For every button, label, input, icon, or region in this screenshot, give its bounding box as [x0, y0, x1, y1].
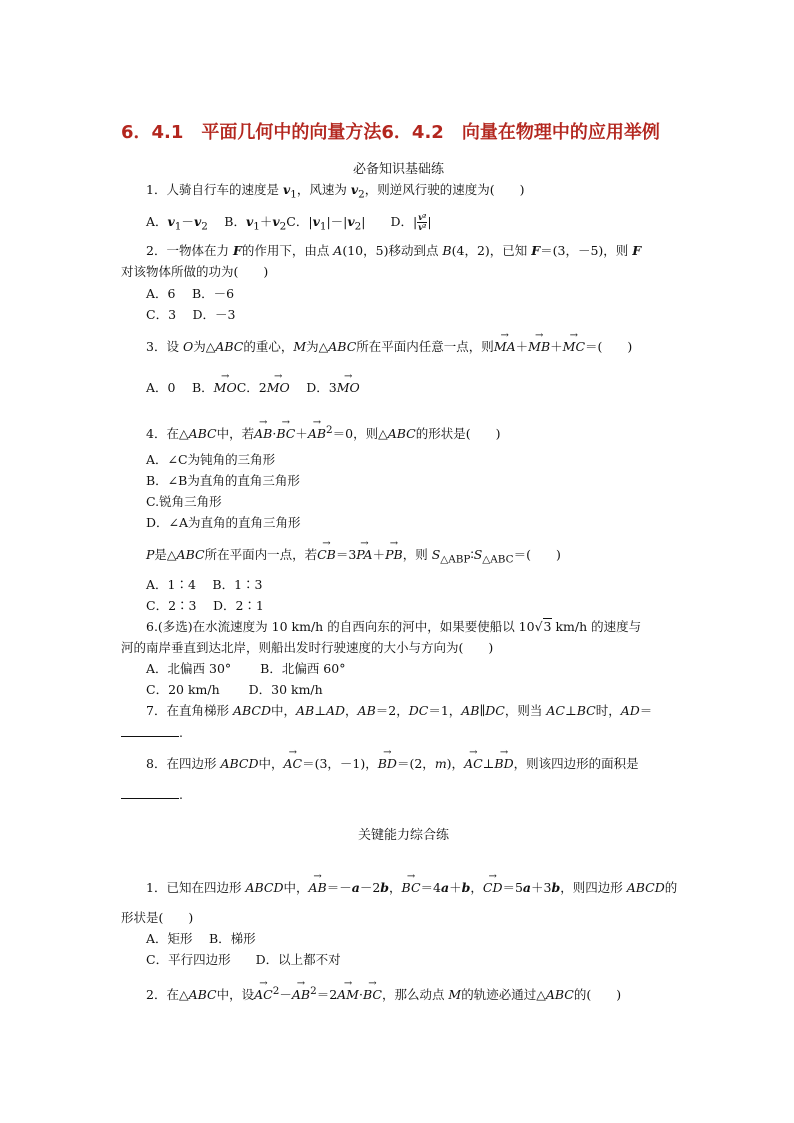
question-3-stem: 3．设 O为△ABC的重心，M为△ABC所在平面内任意一点，则→ MA＋→ MB＋→ MC＝( ) [146, 339, 632, 355]
question-1-stem: 1．人骑自行车的速度是 $v_1$，风速为 $v_2$，则逆风行驶的速度为( ) [146, 182, 525, 201]
question-5-stem: P是△ABC所在平面内一点，若→ CB＝3→ PA＋→ PB，则 $S_{\triangle ABP}∶S_{\triangle ABC}=$( ) [146, 547, 561, 568]
question-2-stem-line2: 对该物体所做的功为( ) [121, 264, 269, 279]
ability-question-1-options-ab: A．矩形 B．梯形 [146, 931, 256, 946]
question-2-stem-line1: 2．一物体在力 F的作用下，由点 A(10，5)移动到点 B(4，2)，已知 F＝(3，－5)，则 F [146, 243, 642, 258]
question-4-option-a: A．∠C为钝角的三角形 [146, 452, 276, 467]
section-heading-ability: 关键能力综合练 [358, 828, 450, 843]
page-title: 6．4.1 平面几何中的向量方法6．4.2 向量在物理中的应用举例 [121, 122, 660, 143]
question-2-options-ab: A．6 B．－6 [146, 286, 235, 301]
question-6-options-cd: C．20 km/h D．30 km/h [146, 682, 323, 697]
ability-question-1-stem-line1: 1．已知在四边形 ABCD中，→ AB＝－a－2b，→ BC＝4a＋b，→ CD＝5a＋3b，则四边形 ABCD的 [146, 880, 677, 896]
question-4-option-d: D．∠A为直角的直角三角形 [146, 515, 301, 530]
question-1-options: A．$v_1-v_2$ B．$v_1+v_2C$．$|v_1|-|v_2|$ D．| $\frac{\text{v²}}{\text{v²}}$ | [146, 212, 432, 233]
question-4-option-c: C.锐角三角形 [146, 494, 222, 509]
answer-blank[interactable] [121, 786, 179, 799]
question-7-answer-line: . [121, 724, 183, 741]
ability-question-1-stem-line2: 形状是( ) [121, 910, 194, 925]
question-7-stem: 7．在直角梯形 ABCD中，AB⊥AD，AB＝2，DC＝1，AB∥DC，则当 AC⊥BC时，AD＝ [146, 703, 653, 718]
question-3-options: A．0 B．→ MOC．2→ MO D．3→ MO [146, 380, 360, 396]
ability-question-2-stem: 2．在△ABC中，设→ $AC^2-\to AB^2=2\to AM\cdot\to$ BC，那么动点 M的轨迹必通过△ABC的( ) [146, 983, 621, 1003]
question-8-stem: 8．在四边形 ABCD中，→ AC＝(3，－1)，→ BD＝(2，m)，→ AC⊥→ BD，则该四边形的面积是 [146, 756, 639, 772]
question-2-options-cd: C．3 D．－3 [146, 307, 236, 322]
question-5-options-cd: C．2∶3 D．2∶1 [146, 598, 264, 613]
answer-blank[interactable] [121, 724, 179, 737]
ability-question-1-options-cd: C．平行四边形 D．以上都不对 [146, 952, 341, 967]
question-4-stem: 4．在△ABC中，若→ $AB\cdot\to BC+\to AB^2=0$，则△ABC的形状是( ) [146, 422, 501, 442]
question-6-stem-line2: 河的南岸垂直到达北岸，则船出发时行驶速度的大小与方向为( ) [121, 640, 494, 655]
question-8-answer-line: . [121, 786, 183, 803]
question-6-stem-line1: 6.(多选)在水流速度为 10 km/h 的自西向东的河中，如果要使船以 10√3 km/h 的速度与 [146, 619, 642, 634]
section-heading-basic: 必备知识基础练 [353, 162, 445, 177]
question-5-options-ab: A．1∶4 B．1∶3 [146, 577, 263, 592]
question-4-option-b: B．∠B为直角的直角三角形 [146, 473, 300, 488]
question-6-options-ab: A．北偏西 30° B．北偏西 60° [146, 661, 346, 676]
